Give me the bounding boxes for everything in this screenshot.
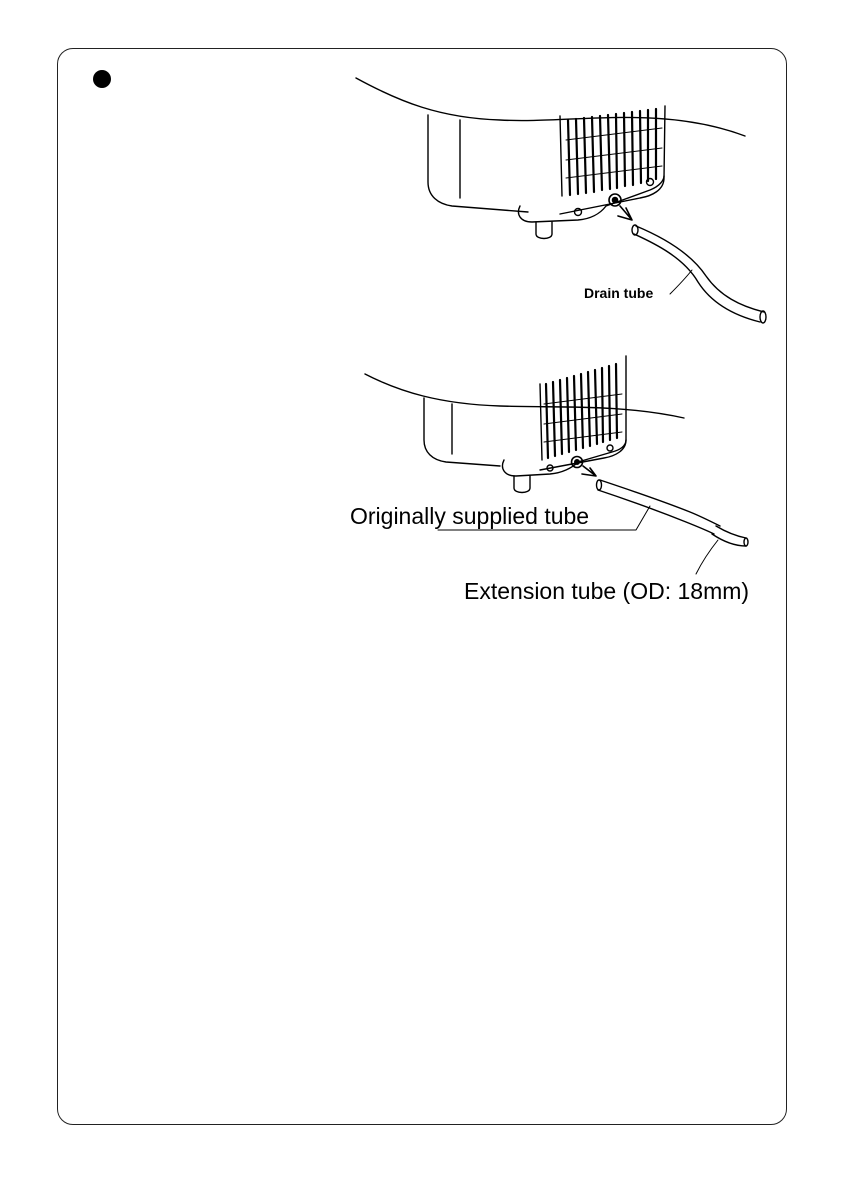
- vent-grille: [568, 109, 656, 195]
- drain-tube-label: Drain tube: [584, 285, 654, 301]
- drain-outlet-icon: [609, 194, 621, 206]
- extension-tube-upper-edge: [716, 526, 746, 538]
- base-screw: [575, 209, 582, 216]
- original-tube-lower-edge: [598, 490, 714, 534]
- drain-tube-lower-edge: [634, 234, 760, 322]
- connect-arrow-icon: [618, 206, 632, 220]
- original-tube-upper-edge: [600, 480, 720, 526]
- unit2-top-edge: [365, 374, 684, 418]
- extension-tube-label: Extension tube (OD: 18mm): [464, 578, 750, 604]
- unit2-front-panel: [424, 398, 500, 466]
- unit-front-panel: [428, 115, 528, 212]
- unit-base: [519, 176, 665, 222]
- drain-tube-leader: [670, 270, 692, 294]
- extension-tube-lower-edge: [712, 534, 746, 546]
- unit2-base-screw-2: [607, 445, 613, 451]
- drain-tube-upper-edge: [636, 226, 764, 312]
- original-tube-label: Originally supplied tube: [350, 503, 590, 529]
- extension-tube-end: [744, 538, 748, 546]
- unit-top-edge: [356, 78, 745, 136]
- drain-tube-end: [632, 225, 638, 235]
- original-tube-end: [597, 480, 602, 490]
- connect-arrow-2-icon: [582, 466, 596, 476]
- unit-foot: [536, 222, 552, 239]
- drain-tube-end-2: [760, 311, 766, 323]
- vent-grille-2: [546, 364, 617, 458]
- extension-tube-leader: [696, 540, 718, 574]
- unit2-foot: [514, 476, 530, 493]
